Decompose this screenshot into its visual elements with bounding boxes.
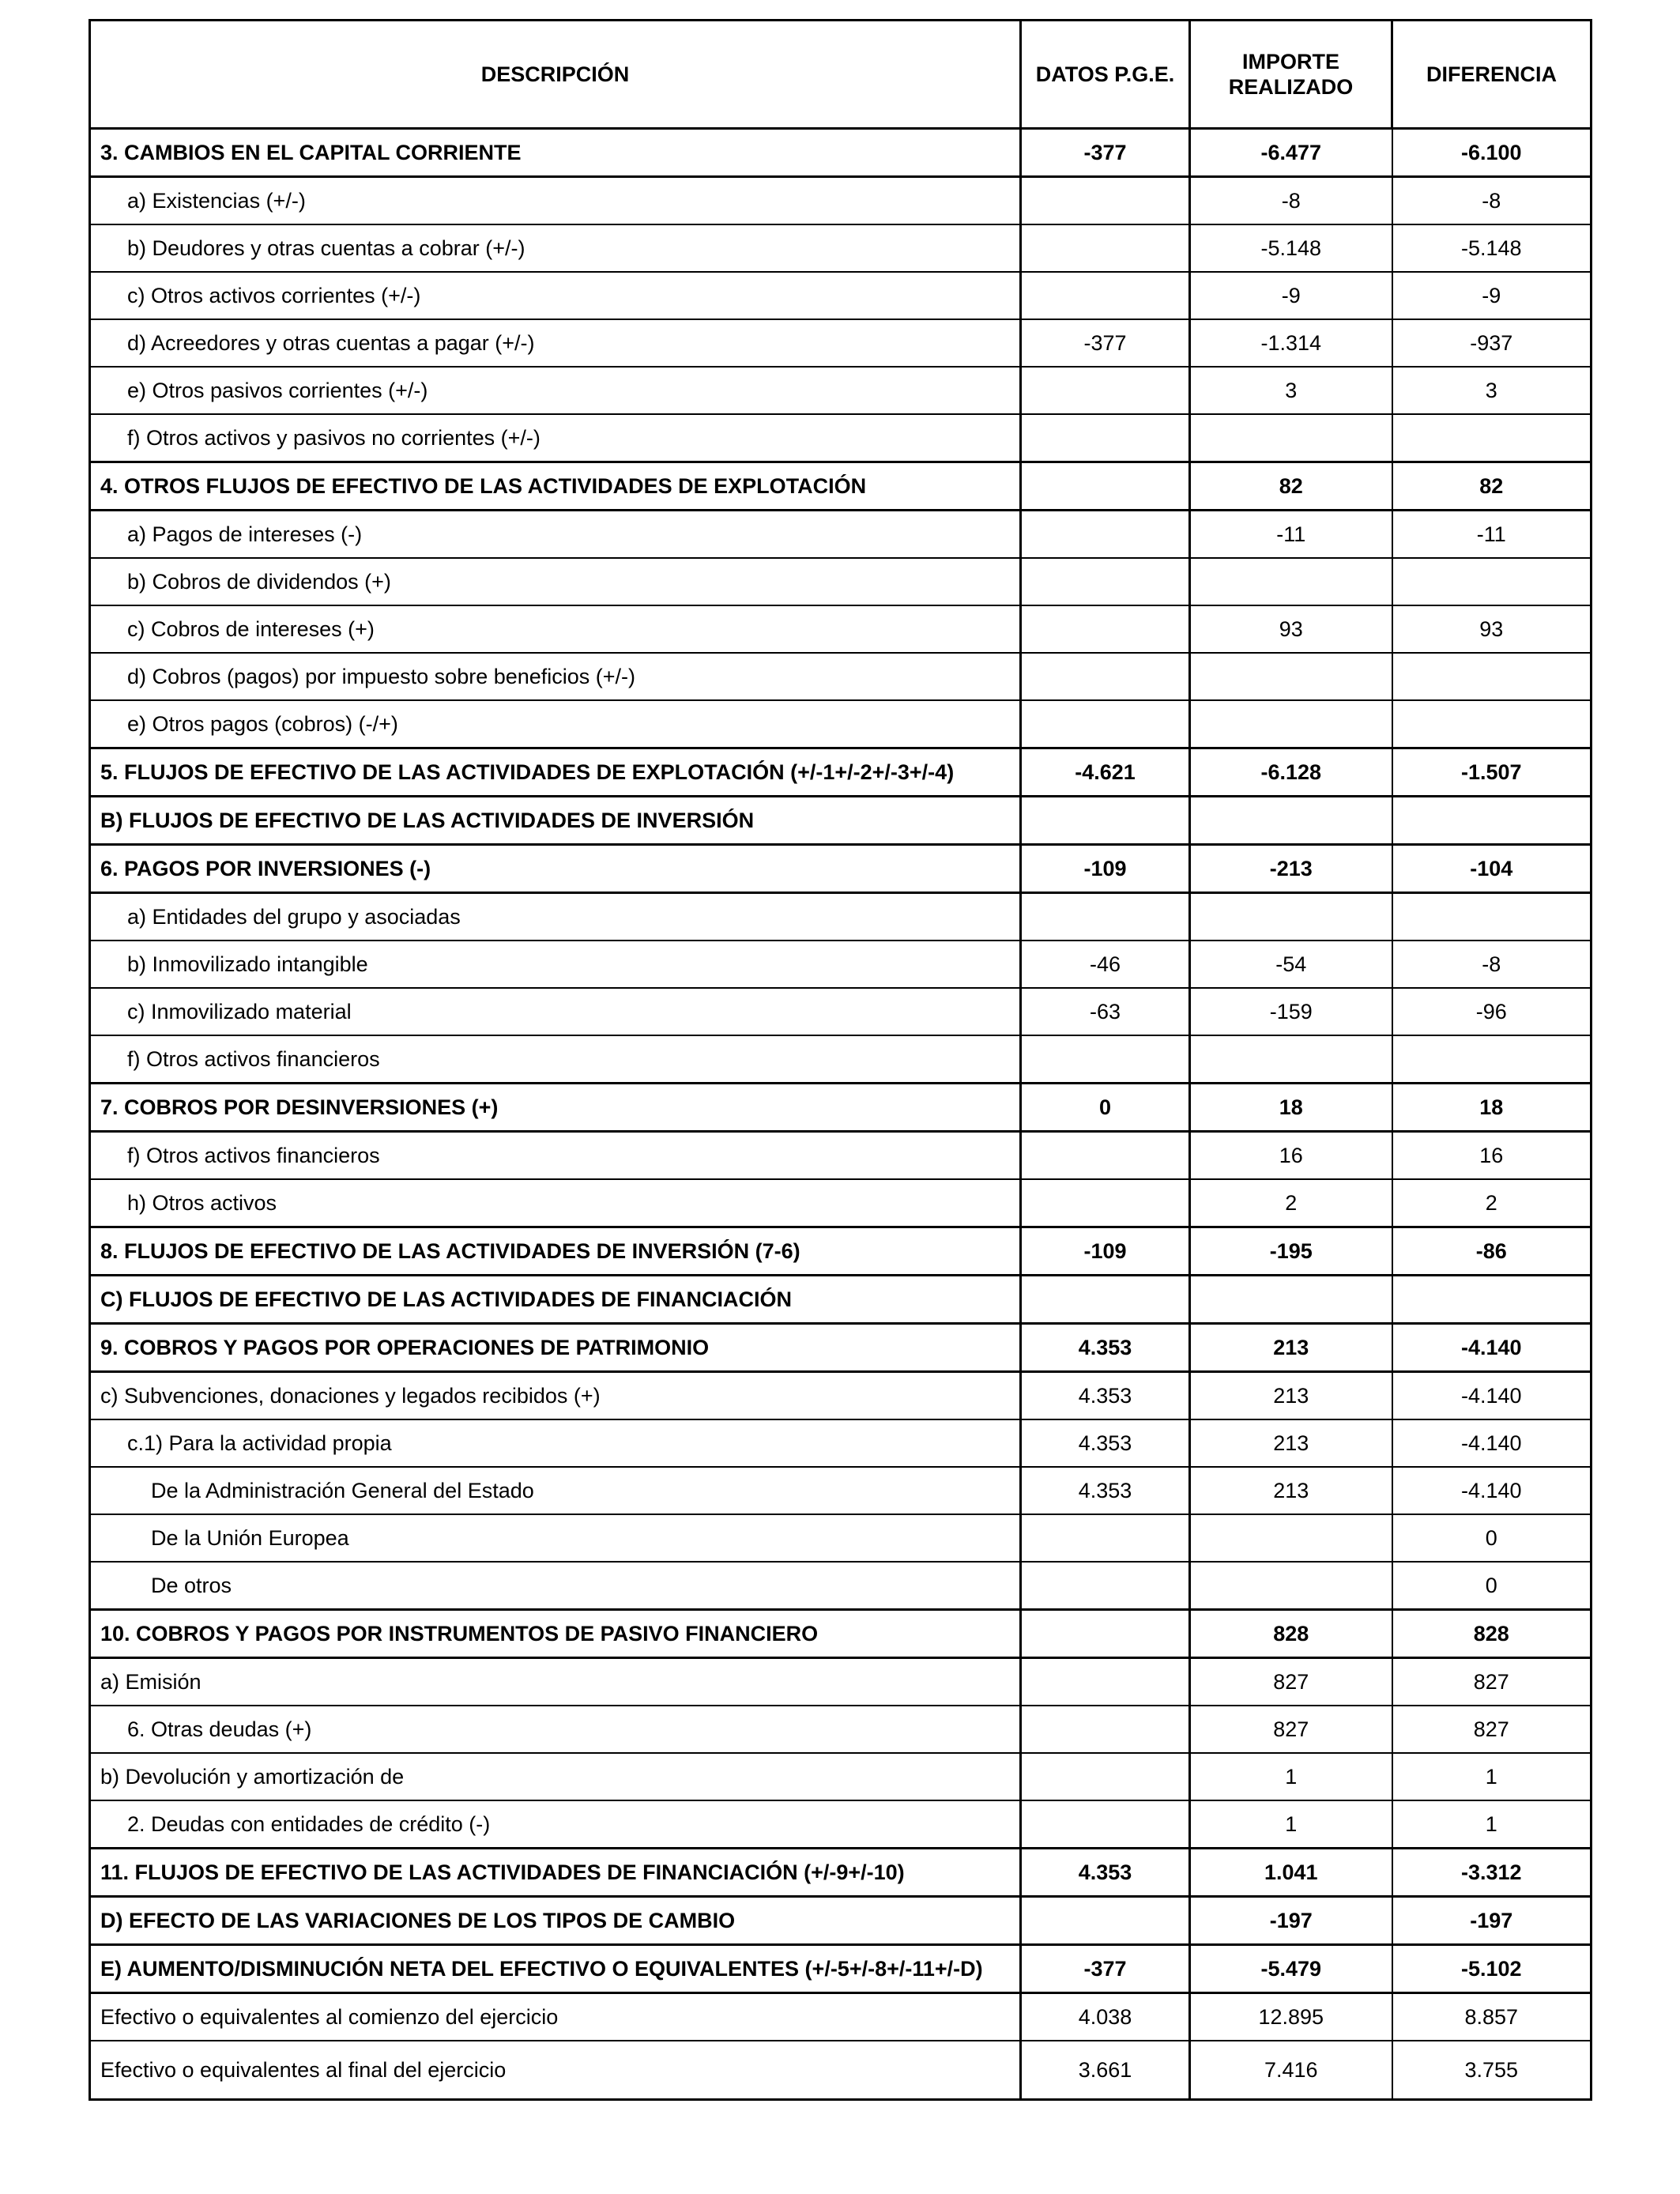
table-row bbox=[90, 367, 1591, 414]
cell-importe-realizado: 827 bbox=[1190, 1658, 1392, 1706]
table-row bbox=[90, 129, 1591, 177]
cell-importe-realizado: -9 bbox=[1190, 272, 1392, 319]
cell-importe-realizado bbox=[1190, 414, 1392, 462]
cell-datos-pge: -4.621 bbox=[1021, 748, 1190, 797]
cell-importe-realizado: -11 bbox=[1190, 511, 1392, 559]
row-label: Efectivo o equivalentes al final del ejercicio bbox=[90, 2041, 1021, 2100]
cell-datos-pge: -109 bbox=[1021, 845, 1190, 893]
table-body bbox=[90, 129, 1591, 2100]
cell-diferencia: 3 bbox=[1392, 367, 1591, 414]
cell-importe-realizado: -195 bbox=[1190, 1227, 1392, 1276]
table-row bbox=[90, 177, 1591, 225]
cell-datos-pge bbox=[1021, 462, 1190, 511]
table-row bbox=[90, 272, 1591, 319]
row-label: a) Emisión bbox=[90, 1658, 1021, 1706]
cell-datos-pge bbox=[1021, 414, 1190, 462]
cell-importe-realizado: -5.479 bbox=[1190, 1945, 1392, 1993]
row-label: 9. COBROS Y PAGOS POR OPERACIONES DE PATRIMONIO bbox=[90, 1324, 1021, 1372]
table-row bbox=[90, 1562, 1591, 1610]
row-label: a) Pagos de intereses (-) bbox=[90, 511, 1021, 559]
row-label: b) Devolución y amortización de bbox=[90, 1753, 1021, 1800]
cell-diferencia: -4.140 bbox=[1392, 1372, 1591, 1420]
table-row bbox=[90, 1993, 1591, 2041]
cell-importe-realizado: -6.477 bbox=[1190, 129, 1392, 177]
header-importe-realizado: IMPORTE REALIZADO bbox=[1190, 21, 1392, 129]
cell-importe-realizado: 1 bbox=[1190, 1800, 1392, 1849]
cell-diferencia: 0 bbox=[1392, 1562, 1591, 1610]
cell-importe-realizado: 827 bbox=[1190, 1706, 1392, 1753]
row-label: c) Subvenciones, donaciones y legados recibidos (+) bbox=[90, 1372, 1021, 1420]
cell-importe-realizado: -213 bbox=[1190, 845, 1392, 893]
cell-datos-pge bbox=[1021, 1562, 1190, 1610]
row-label: De otros bbox=[90, 1562, 1021, 1610]
cell-diferencia: -937 bbox=[1392, 319, 1591, 367]
row-label: 4. OTROS FLUJOS DE EFECTIVO DE LAS ACTIVIDADES DE EXPLOTACIÓN bbox=[90, 462, 1021, 511]
cell-diferencia: 1 bbox=[1392, 1753, 1591, 1800]
row-label: Efectivo o equivalentes al comienzo del ejercicio bbox=[90, 1993, 1021, 2041]
cell-importe-realizado: -5.148 bbox=[1190, 224, 1392, 272]
cell-datos-pge bbox=[1021, 605, 1190, 653]
cell-datos-pge bbox=[1021, 1276, 1190, 1324]
cell-importe-realizado bbox=[1190, 1035, 1392, 1084]
table-row bbox=[90, 1753, 1591, 1800]
cell-datos-pge: -46 bbox=[1021, 941, 1190, 988]
cell-importe-realizado: 93 bbox=[1190, 605, 1392, 653]
row-label: De la Unión Europea bbox=[90, 1514, 1021, 1562]
row-label: b) Cobros de dividendos (+) bbox=[90, 558, 1021, 605]
cell-importe-realizado: -1.314 bbox=[1190, 319, 1392, 367]
table-row bbox=[90, 1276, 1591, 1324]
row-label: d) Cobros (pagos) por impuesto sobre beneficios (+/-) bbox=[90, 653, 1021, 700]
table-row bbox=[90, 748, 1591, 797]
cell-diferencia bbox=[1392, 700, 1591, 748]
table-row bbox=[90, 1419, 1591, 1467]
cell-importe-realizado: 213 bbox=[1190, 1324, 1392, 1372]
cell-diferencia bbox=[1392, 893, 1591, 941]
cell-diferencia: 18 bbox=[1392, 1084, 1591, 1132]
cell-diferencia: 82 bbox=[1392, 462, 1591, 511]
cell-datos-pge bbox=[1021, 797, 1190, 845]
cell-importe-realizado: 82 bbox=[1190, 462, 1392, 511]
table-row bbox=[90, 700, 1591, 748]
row-label: 8. FLUJOS DE EFECTIVO DE LAS ACTIVIDADES DE INVERSIÓN (7-6) bbox=[90, 1227, 1021, 1276]
table-row bbox=[90, 462, 1591, 511]
cell-diferencia: -197 bbox=[1392, 1897, 1591, 1945]
cell-importe-realizado: 16 bbox=[1190, 1132, 1392, 1180]
row-label: 11. FLUJOS DE EFECTIVO DE LAS ACTIVIDADES DE FINANCIACIÓN (+/-9+/-10) bbox=[90, 1849, 1021, 1897]
cell-diferencia bbox=[1392, 797, 1591, 845]
cell-datos-pge bbox=[1021, 224, 1190, 272]
header-datos-pge: DATOS P.G.E. bbox=[1021, 21, 1190, 129]
table-row bbox=[90, 414, 1591, 462]
table-row bbox=[90, 511, 1591, 559]
cell-diferencia: -1.507 bbox=[1392, 748, 1591, 797]
cell-diferencia: 2 bbox=[1392, 1179, 1591, 1227]
cell-datos-pge bbox=[1021, 511, 1190, 559]
table-row bbox=[90, 1035, 1591, 1084]
row-label: a) Existencias (+/-) bbox=[90, 177, 1021, 225]
cell-diferencia: -6.100 bbox=[1392, 129, 1591, 177]
table-row bbox=[90, 1658, 1591, 1706]
cell-datos-pge bbox=[1021, 1179, 1190, 1227]
cell-datos-pge: -377 bbox=[1021, 319, 1190, 367]
row-label: 2. Deudas con entidades de crédito (-) bbox=[90, 1800, 1021, 1849]
cell-diferencia: -9 bbox=[1392, 272, 1591, 319]
cell-diferencia: 827 bbox=[1392, 1706, 1591, 1753]
cell-diferencia: -3.312 bbox=[1392, 1849, 1591, 1897]
cell-datos-pge: 3.661 bbox=[1021, 2041, 1190, 2100]
table-row bbox=[90, 893, 1591, 941]
cell-datos-pge: 4.038 bbox=[1021, 1993, 1190, 2041]
cell-diferencia: -4.140 bbox=[1392, 1467, 1591, 1514]
row-label: 7. COBROS POR DESINVERSIONES (+) bbox=[90, 1084, 1021, 1132]
row-label: 3. CAMBIOS EN EL CAPITAL CORRIENTE bbox=[90, 129, 1021, 177]
cell-datos-pge bbox=[1021, 653, 1190, 700]
cell-importe-realizado: -8 bbox=[1190, 177, 1392, 225]
cell-datos-pge bbox=[1021, 1035, 1190, 1084]
table-row bbox=[90, 988, 1591, 1035]
cell-importe-realizado bbox=[1190, 1562, 1392, 1610]
row-label: D) EFECTO DE LAS VARIACIONES DE LOS TIPOS DE CAMBIO bbox=[90, 1897, 1021, 1945]
cell-datos-pge: 4.353 bbox=[1021, 1849, 1190, 1897]
cell-diferencia: 827 bbox=[1392, 1658, 1591, 1706]
table-row bbox=[90, 797, 1591, 845]
cell-importe-realizado: 7.416 bbox=[1190, 2041, 1392, 2100]
cell-diferencia: 93 bbox=[1392, 605, 1591, 653]
table-header-row bbox=[90, 21, 1591, 129]
row-label: e) Otros pagos (cobros) (-/+) bbox=[90, 700, 1021, 748]
table-row bbox=[90, 1849, 1591, 1897]
header-diferencia: DIFERENCIA bbox=[1392, 21, 1591, 129]
cell-importe-realizado bbox=[1190, 1276, 1392, 1324]
row-label: h) Otros activos bbox=[90, 1179, 1021, 1227]
cash-flow-table bbox=[89, 19, 1592, 2101]
cell-importe-realizado: -54 bbox=[1190, 941, 1392, 988]
cell-importe-realizado: -197 bbox=[1190, 1897, 1392, 1945]
cell-datos-pge: 4.353 bbox=[1021, 1419, 1190, 1467]
cell-diferencia: -8 bbox=[1392, 177, 1591, 225]
cell-importe-realizado: 3 bbox=[1190, 367, 1392, 414]
table-row bbox=[90, 1372, 1591, 1420]
header-descripcion: DESCRIPCIÓN bbox=[90, 21, 1021, 129]
cell-importe-realizado bbox=[1190, 893, 1392, 941]
table-row bbox=[90, 558, 1591, 605]
row-label: B) FLUJOS DE EFECTIVO DE LAS ACTIVIDADES DE INVERSIÓN bbox=[90, 797, 1021, 845]
cell-datos-pge: -377 bbox=[1021, 1945, 1190, 1993]
row-label: c) Otros activos corrientes (+/-) bbox=[90, 272, 1021, 319]
table-row bbox=[90, 1227, 1591, 1276]
cell-importe-realizado: 213 bbox=[1190, 1372, 1392, 1420]
row-label: b) Deudores y otras cuentas a cobrar (+/-) bbox=[90, 224, 1021, 272]
cell-diferencia: 3.755 bbox=[1392, 2041, 1591, 2100]
table-row bbox=[90, 1945, 1591, 1993]
cell-datos-pge: -63 bbox=[1021, 988, 1190, 1035]
cell-importe-realizado: 2 bbox=[1190, 1179, 1392, 1227]
cell-importe-realizado: 1 bbox=[1190, 1753, 1392, 1800]
cell-diferencia: -4.140 bbox=[1392, 1324, 1591, 1372]
cell-importe-realizado: 12.895 bbox=[1190, 1993, 1392, 2041]
cell-diferencia: 0 bbox=[1392, 1514, 1591, 1562]
cell-datos-pge: 4.353 bbox=[1021, 1324, 1190, 1372]
cell-datos-pge bbox=[1021, 177, 1190, 225]
table-row bbox=[90, 2041, 1591, 2100]
cell-datos-pge: 4.353 bbox=[1021, 1372, 1190, 1420]
cell-importe-realizado bbox=[1190, 700, 1392, 748]
cell-diferencia: -104 bbox=[1392, 845, 1591, 893]
table-row bbox=[90, 1467, 1591, 1514]
cell-datos-pge bbox=[1021, 893, 1190, 941]
cell-importe-realizado: -159 bbox=[1190, 988, 1392, 1035]
table-row bbox=[90, 845, 1591, 893]
cell-diferencia: -11 bbox=[1392, 511, 1591, 559]
cell-diferencia: -5.148 bbox=[1392, 224, 1591, 272]
row-label: f) Otros activos y pasivos no corrientes (+/-) bbox=[90, 414, 1021, 462]
table-row bbox=[90, 941, 1591, 988]
cell-importe-realizado: 828 bbox=[1190, 1610, 1392, 1658]
table-row bbox=[90, 1706, 1591, 1753]
table-row bbox=[90, 1514, 1591, 1562]
row-label: d) Acreedores y otras cuentas a pagar (+/-) bbox=[90, 319, 1021, 367]
cell-datos-pge bbox=[1021, 558, 1190, 605]
cell-diferencia bbox=[1392, 1035, 1591, 1084]
cell-diferencia: -8 bbox=[1392, 941, 1591, 988]
cell-diferencia: 1 bbox=[1392, 1800, 1591, 1849]
cell-diferencia bbox=[1392, 1276, 1591, 1324]
cell-diferencia bbox=[1392, 653, 1591, 700]
cell-datos-pge bbox=[1021, 367, 1190, 414]
cell-datos-pge bbox=[1021, 1514, 1190, 1562]
cell-datos-pge bbox=[1021, 1610, 1190, 1658]
cell-diferencia bbox=[1392, 414, 1591, 462]
cell-datos-pge: -377 bbox=[1021, 129, 1190, 177]
table-row bbox=[90, 1897, 1591, 1945]
row-label: 10. COBROS Y PAGOS POR INSTRUMENTOS DE PASIVO FINANCIERO bbox=[90, 1610, 1021, 1658]
table-row bbox=[90, 1324, 1591, 1372]
table-row bbox=[90, 319, 1591, 367]
cell-diferencia bbox=[1392, 558, 1591, 605]
row-label: E) AUMENTO/DISMINUCIÓN NETA DEL EFECTIVO O EQUIVALENTES (+/-5+/-8+/-11+/-D) bbox=[90, 1945, 1021, 1993]
cell-datos-pge bbox=[1021, 1706, 1190, 1753]
cell-diferencia: 8.857 bbox=[1392, 1993, 1591, 2041]
row-label: 6. PAGOS POR INVERSIONES (-) bbox=[90, 845, 1021, 893]
cell-datos-pge bbox=[1021, 1658, 1190, 1706]
cell-datos-pge bbox=[1021, 700, 1190, 748]
table-row bbox=[90, 1179, 1591, 1227]
cell-diferencia: 16 bbox=[1392, 1132, 1591, 1180]
cell-importe-realizado: -6.128 bbox=[1190, 748, 1392, 797]
cell-importe-realizado bbox=[1190, 797, 1392, 845]
row-label: c.1) Para la actividad propia bbox=[90, 1419, 1021, 1467]
cell-datos-pge bbox=[1021, 1897, 1190, 1945]
cell-importe-realizado: 213 bbox=[1190, 1419, 1392, 1467]
cell-datos-pge: 4.353 bbox=[1021, 1467, 1190, 1514]
cell-diferencia: 828 bbox=[1392, 1610, 1591, 1658]
cell-datos-pge bbox=[1021, 1753, 1190, 1800]
table-row bbox=[90, 1800, 1591, 1849]
cell-diferencia: -5.102 bbox=[1392, 1945, 1591, 1993]
table-row bbox=[90, 1132, 1591, 1180]
cell-diferencia: -4.140 bbox=[1392, 1419, 1591, 1467]
table-row bbox=[90, 1610, 1591, 1658]
row-label: c) Inmovilizado material bbox=[90, 988, 1021, 1035]
cell-importe-realizado: 213 bbox=[1190, 1467, 1392, 1514]
row-label: C) FLUJOS DE EFECTIVO DE LAS ACTIVIDADES DE FINANCIACIÓN bbox=[90, 1276, 1021, 1324]
row-label: f) Otros activos financieros bbox=[90, 1035, 1021, 1084]
row-label: e) Otros pasivos corrientes (+/-) bbox=[90, 367, 1021, 414]
cell-diferencia: -96 bbox=[1392, 988, 1591, 1035]
cell-datos-pge: 0 bbox=[1021, 1084, 1190, 1132]
cell-importe-realizado bbox=[1190, 653, 1392, 700]
row-label: 5. FLUJOS DE EFECTIVO DE LAS ACTIVIDADES DE EXPLOTACIÓN (+/-1+/-2+/-3+/-4) bbox=[90, 748, 1021, 797]
cell-datos-pge bbox=[1021, 1132, 1190, 1180]
table-row bbox=[90, 605, 1591, 653]
row-label: c) Cobros de intereses (+) bbox=[90, 605, 1021, 653]
cell-importe-realizado bbox=[1190, 1514, 1392, 1562]
cell-importe-realizado: 1.041 bbox=[1190, 1849, 1392, 1897]
cell-diferencia: -86 bbox=[1392, 1227, 1591, 1276]
row-label: De la Administración General del Estado bbox=[90, 1467, 1021, 1514]
cell-importe-realizado: 18 bbox=[1190, 1084, 1392, 1132]
row-label: f) Otros activos financieros bbox=[90, 1132, 1021, 1180]
row-label: a) Entidades del grupo y asociadas bbox=[90, 893, 1021, 941]
table-row bbox=[90, 1084, 1591, 1132]
cell-datos-pge bbox=[1021, 272, 1190, 319]
table-row bbox=[90, 224, 1591, 272]
cell-importe-realizado bbox=[1190, 558, 1392, 605]
table-row bbox=[90, 653, 1591, 700]
cell-datos-pge: -109 bbox=[1021, 1227, 1190, 1276]
row-label: b) Inmovilizado intangible bbox=[90, 941, 1021, 988]
cell-datos-pge bbox=[1021, 1800, 1190, 1849]
row-label: 6. Otras deudas (+) bbox=[90, 1706, 1021, 1753]
